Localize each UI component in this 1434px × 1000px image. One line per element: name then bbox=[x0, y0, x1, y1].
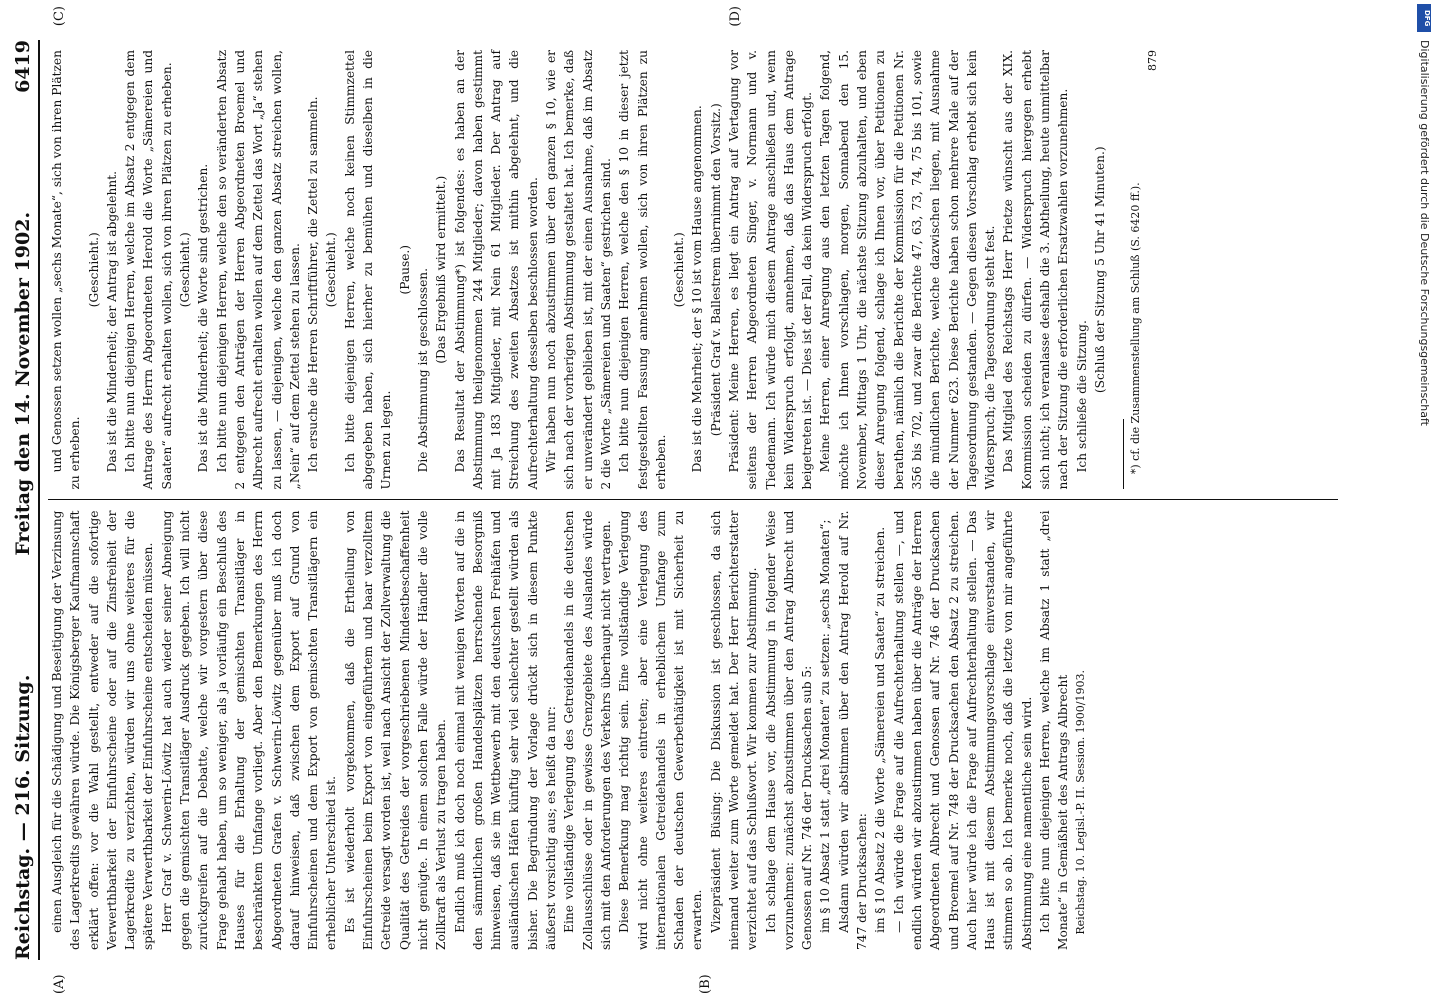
right-column-paragraph: (Geschieht.) bbox=[86, 232, 101, 308]
left-column-paragraph: Eine vollständige Verlegung des Getreidehandels in die deutschen Zollausschlüsse oder in gewisse Grenzgebiete des Auslandes würde sich mit den Anforderungen des Verkehrs überhaupt nicht vertragen. bbox=[562, 510, 613, 950]
left-column-paragraph: Diese Bemerkung mag richtig sein. Eine vollständige Verlegung wird nicht ohne weiteres eintreten; aber eine Verlegung des internationalen Getreidehandels in erheblichem Umfange zum Schaden der deutschen Gewerbethätigkeit ist mit Sicherheit zu erwarten. bbox=[617, 510, 705, 950]
session-footer: Reichstag. 10. Legisl.-P. II. Session. 1900/1903. bbox=[1073, 670, 1087, 935]
bottom-page-ref: 879 bbox=[1145, 50, 1159, 71]
page-header bbox=[12, 40, 40, 960]
footnote: *) cf. die Zusammenstellung am Schluß (S. 6420 ff.). bbox=[1129, 182, 1143, 475]
right-column bbox=[48, 40, 1338, 500]
margin-marker-c: (C) bbox=[52, 6, 67, 27]
right-column-paragraph: und Genossen setzen wollen „sechs Monate“, sich von ihren Plätzen zu erheben. bbox=[50, 50, 83, 490]
left-column-paragraph: Es ist wiederholt vorgekommen, daß die Ertheilung von Einfuhrscheinen beim Export von eingeführtem und baar verzolltem Getreide versagt worden ist, weil nach Ansicht der Zollverwaltung die Qualität des Getreides der vorgeschriebenen Mindestbeschaffenheit nicht genügte. In einem solchen Falle würde der Händler die volle Zollkraft als Verlust zu tragen haben. bbox=[342, 510, 449, 950]
dfg-sidebar bbox=[1414, 0, 1434, 1000]
right-column-paragraph: (Geschieht.) bbox=[672, 232, 687, 308]
text-columns bbox=[48, 6, 1338, 994]
right-column-paragraph: Das ist die Minderheit; die Worte sind gestrichen. bbox=[196, 163, 211, 473]
right-column-paragraph: (Pause.) bbox=[397, 244, 412, 295]
left-column-paragraph: im § 10 Absatz 2 die Worte „Sämereien und Saaten“ zu streichen. bbox=[873, 526, 888, 933]
dfg-notice: Digitalisierung gefördert durch die Deutsche Forschungsgemeinschaft bbox=[1418, 40, 1431, 426]
right-column-paragraph: Ich bitte nun diejenigen Herren, welche den so veränderten Absatz 2 entgegen den Anträgen der Herren Abgeordneten Broemel und Albrecht aufrecht erhalten wollen auf dem Zettel das Wort „Ja“ stehen zu lassen, — diejenigen, welche den ganzen Absatz streichen wollen, „Nein“ auf dem Zettel stehen zu lassen. bbox=[214, 50, 302, 490]
right-column-paragraph: Ich ersuche die Herren Schriftführer, die Zettel zu sammeln. bbox=[306, 96, 321, 473]
right-column-paragraph: Das ist die Minderheit; der Antrag ist abgelehnt. bbox=[104, 171, 119, 473]
right-column-paragraph: Das Resultat der Abstimmung*) ist folgendes: es haben an der Abstimmung theilgenommen 244 Mitglieder; davon haben gestimmt mit Ja 183 Mitglieder, mit Nein 61 Mitglieder. Der Antrag auf Streichung des zweiten Absatzes ist mithin abgelehnt, und die Aufrechterhaltung desselben beschlossen worden. bbox=[452, 50, 540, 490]
right-column-paragraph: (Geschieht.) bbox=[178, 232, 193, 308]
header-left: Reichstag. — 216. Sitzung. bbox=[12, 674, 34, 960]
left-column-paragraph: Alsdann würden wir abstimmen über den Antrag Herold auf Nr. 747 der Drucksachen: bbox=[836, 510, 870, 950]
right-column-paragraph: (Das Ergebniß wird ermittelt.) bbox=[434, 175, 449, 364]
column-divider bbox=[48, 500, 1338, 501]
right-column-paragraph: Wir haben nun noch abzustimmen über den ganzen § 10, wie er sich nach der vorherigen Abstimmung gestaltet hat. Ich bemerke, daß er unverändert geblieben ist, mit der einen Ausnahme, daß im Absatz 2 die Worte „Sämereien und Saaten“ gestrichen sind. bbox=[544, 50, 613, 490]
left-column-paragraph: Vizepräsident Büsing: Die Diskussion ist geschlossen, da sich niemand weiter zum Worte gemeldet hat. Der Herr Berichterstatter verzichtet auf das Schlußwort. Wir kommen zur Abstimmung. bbox=[708, 510, 760, 950]
dfg-logo: DFG bbox=[1417, 4, 1431, 32]
left-column-paragraph: einen Ausgleich für die Schädigung und Beseitigung der Verzinsung des Lagerkredits gewähren würde. Die Königsberger Kaufmannschaft erklärt offen: vor die Wahl gestellt, entweder auf die sofortige Verwerthbarkeit der Einfuhrscheine oder auf die Zinsfreiheit der Lagerkredite zu verzichten, würden wir uns ohne weiteres für die spätere Verwerthbarkeit der Einfuhrscheine entscheiden müssen. bbox=[50, 510, 156, 950]
right-column-paragraph: Das Mitglied des Reichstags Herr Prietze wünscht aus der XIX. Kommission scheiden zu dürfen. — Widerspruch hiergegen erhebt sich nicht; ich veranlasse deshalb die 3. Abtheilung, heute unmittelbar nach der Sitzung die erforderlichen Ersatzwahlen vorzunehmen. bbox=[1001, 50, 1071, 490]
margin-marker-a: (A) bbox=[52, 974, 67, 994]
margin-marker-b: (B) bbox=[698, 974, 713, 994]
right-column-paragraph: Meine Herren, einer Anregung aus den letzten Tagen folgend, möchte ich Ihnen vorschlagen, morgen, Sonnabend den 15. November, Mittags 1 Uhr, die nächste Sitzung abzuhalten, und eben dieser Anregung folgend, schlage ich Ihnen vor, über Petitionen zu berathen, nämlich die Berichte der Kommission für die Petitionen Nr. 356 bis 702, und zwar die Berichte 47, 63, 73, 74, 75 bis 101, sowie die mündlichen Berichte, welche dazwischen liegen, mit Ausnahme der Nummer 623. Diese Berichte haben schon mehrere Male auf der Tagesordnung gestanden. — Gegen diesen Vorschlag erhebt sich kein Widerspruch; die Tagesordnung steht fest. bbox=[818, 50, 998, 490]
right-column-paragraph: Ich schließe die Sitzung. bbox=[1074, 320, 1089, 473]
margin-marker-d: (D) bbox=[728, 6, 743, 27]
left-column-paragraph: Endlich muß ich doch noch einmal mit wenigen Worten auf die in den sämmtlichen großen Handelsplätzen herrschende Besorgniß hinweisen, daß sie im Wettbewerb mit den deutschen Freihäfen und ausländischen Häfen künftig sehr viel schlechter gestellt würden als bisher. Die Begründung der Vorlage drückt sich in diesem Punkte äußerst vorsichtig aus; es heißt da nur: bbox=[452, 510, 559, 950]
right-column-paragraph: Ich bitte nun diejenigen Herren, welche im Absatz 2 entgegen dem Antrage des Herrn Abgeordneten Herold die Worte „Sämereien und Saaten“ aufrecht erhalten wollen, sich von ihren Plätzen zu erheben. bbox=[123, 50, 174, 490]
left-column-paragraph: Ich schlage dem Hause vor, die Abstimmung in folgender Weise vorzunehmen: zunächst abzustimmen über den Antrag Albrecht und Genossen auf Nr. 746 der Drucksachen sub 5: bbox=[763, 510, 815, 950]
right-column-paragraph: (Geschieht.) bbox=[324, 232, 339, 308]
left-column-paragraph: Ich bitte nun diejenigen Herren, welche im Absatz 1 statt „drei Monate“ in Gemäßheit des Antrags Albrecht bbox=[1038, 510, 1071, 950]
right-column-paragraph: (Schluß der Sitzung 5 Uhr 41 Minuten.) bbox=[1092, 146, 1107, 394]
right-column-paragraph: Das ist die Mehrheit; der § 10 ist vom Hause angenommen. bbox=[690, 105, 705, 473]
right-column-paragraph: Ich bitte nun diejenigen Herren, welche den § 10 in dieser jetzt festgestellten Fassung annehmen wollen, sich von ihren Plätzen zu erheben. bbox=[617, 50, 668, 490]
header-date: Freitag den 14. November 1902. bbox=[12, 211, 34, 556]
left-column bbox=[48, 501, 1338, 961]
left-column-paragraph: — Ich würde die Frage auf die Aufrechterhaltung stellen —, und endlich würden wir abzustimmen haben über die Anträge der Herren Abgeordneten Albrecht und Genossen auf Nr. 746 der Drucksachen und Broemel auf Nr. 748 der Drucksachen den Absatz 2 zu streichen. Auch hier würde ich die Frage auf Aufrechterhaltung stellen. — Das Haus ist mit diesem Abstimmungsvorschlage einverstanden, wir stimmen so ab. Ich bemerke noch, daß die letzte von mir angeführte Abstimmung eine namentliche sein wird. bbox=[891, 510, 1034, 950]
page-number: 6419 bbox=[12, 40, 34, 93]
right-column-paragraph: (Präsident Graf v. Ballestrem übernimmt den Vorsitz.) bbox=[708, 103, 723, 437]
right-column-paragraph: Ich bitte diejenigen Herren, welche noch keinen Stimmzettel abgegeben haben, sich hierher zu bemühen und dieselben in die Urnen zu legen. bbox=[342, 50, 394, 490]
right-column-paragraph: Präsident: Meine Herren, es liegt ein Antrag auf Vertagung vor seitens der Herren Abgeordneten Singer, v. Normann und v. Tiedemann. Ich würde mich diesem Antrage anschließen und, wenn kein Widerspruch erfolgt, annehmen, daß das Haus dem Antrage beigetreten ist. — Dies ist der Fall, da kein Widerspruch erfolgt. bbox=[726, 50, 815, 490]
left-column-paragraph: im § 10 Absatz 1 statt „drei Monaten“ zu setzen: „sechs Monaten“; bbox=[818, 519, 833, 933]
left-column-paragraph: Herr Graf v. Schwerin-Löwitz hat auch wieder seiner Abneigung gegen die gemischten Transitläger Ausdruck gegeben. Ich will nicht zurückgreifen auf die Debatte, welche wir vorgestern über diese Frage gehabt haben, um so weniger, als ja vorläufig ein Beschluß des Hauses für die Erhaltung der gemischten Transitläger in beschränktem Umfange vorliegt. Aber den Bemerkungen des Herrn Abgeordneten Grafen v. Schwerin-Löwitz gegenüber muß ich doch darauf hinweisen, daß zwischen dem Export auf Grund von Einfuhrscheinen und dem Export von gemischten Transitlägern ein erheblicher Unterschied ist. bbox=[159, 510, 339, 950]
right-column-paragraph: Die Abstimmung ist geschlossen. bbox=[415, 267, 430, 473]
footnote-rule bbox=[1123, 420, 1124, 490]
